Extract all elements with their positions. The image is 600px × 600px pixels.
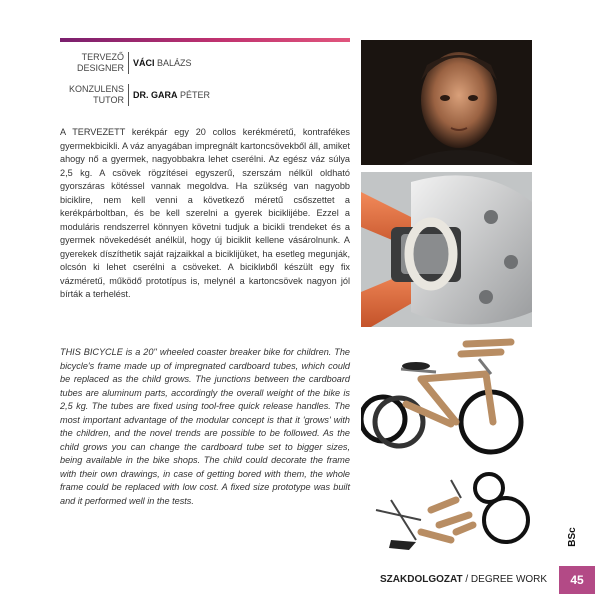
credit-divider [128, 84, 129, 106]
designer-credit [60, 52, 350, 74]
page-number-badge [559, 566, 595, 594]
bicycle-render-photo [361, 334, 532, 469]
joint-closeup-photo [361, 172, 532, 327]
footer-degree-label: SZAKDOLGOZAT / DEGREE WORK [380, 574, 548, 585]
degree-level-label: BSc [567, 527, 578, 547]
page-number: 45 [570, 573, 584, 587]
hungarian-description: A TERVEZETT kerékpár egy 20 collos kerékméretű, kontrafékes gyermekbicikli. A váz anyagában impregnált kartoncsövekből áll, amiket ahogy nő a gyermek, nagyobbakra lehet cserélni. Az egész váz súlya 2,5 kg. A csövek rögzítései egyszerű, szerszám nélkül oldható gyorszáras kötéssel vannak megoldva. Ha szükség van nagyobb biciklire, nem kell venni a következő méretű csőszettet a kerékpárboltban, és be kell szerelni a gyerek biciklijébe. Ezzel a moduláris rendszerrel könnyen követni tudjuk a bicikli trendeket és a gyermek növekedését anélkül, hogy új biciklit kellene vásárolnunk. A gyerekek díszíthetik saját rajzaikkal a biciklijüket, ha esetleg megunják, olcsón ki lehet cserélni a csöveket. A biciklиből készült egy fix vázméretű, működő prototípus is, melynél a kartoncsövek nagyon jól bírták a terhelést. [60, 127, 350, 299]
tutor-credit [60, 84, 350, 106]
exploded-parts-photo [361, 470, 532, 562]
designer-role: TERVEZŐ DESIGNER [76, 52, 124, 73]
english-description: THIS BICYCLE is a 20'' wheeled coaster breaker bike for children. The bicycle's frame made up of impregnated cardboard tubes, which could be replaced as the child grows. The junctions between the cardboard tubes are aluminum parts, accordingly the overall weight of the bike is 2,5 kg. The tubes are fixed using tool-free quick release handles. The most important advantage of the modular concept is that it 'grows' with the children, and the novel trends are possible to be followed. As the child grows you can change the cardboard tube set to bigger sizes, being available in the bike shops. The child could decorate the frame with their own drawings, in case of getting bored with them, the whole frame could be replaced with low cost. A fixed size prototype was built and it performed well in the tests. [60, 347, 350, 506]
designer-portrait-photo [361, 40, 532, 165]
tutor-name: DR. GARA PÉTER [133, 90, 211, 100]
tutor-role: KONZULENS TUTOR [68, 84, 124, 105]
header-accent-bar [60, 38, 350, 42]
designer-name: VÁCI BALÁZS [133, 58, 192, 68]
credit-divider [128, 52, 129, 74]
